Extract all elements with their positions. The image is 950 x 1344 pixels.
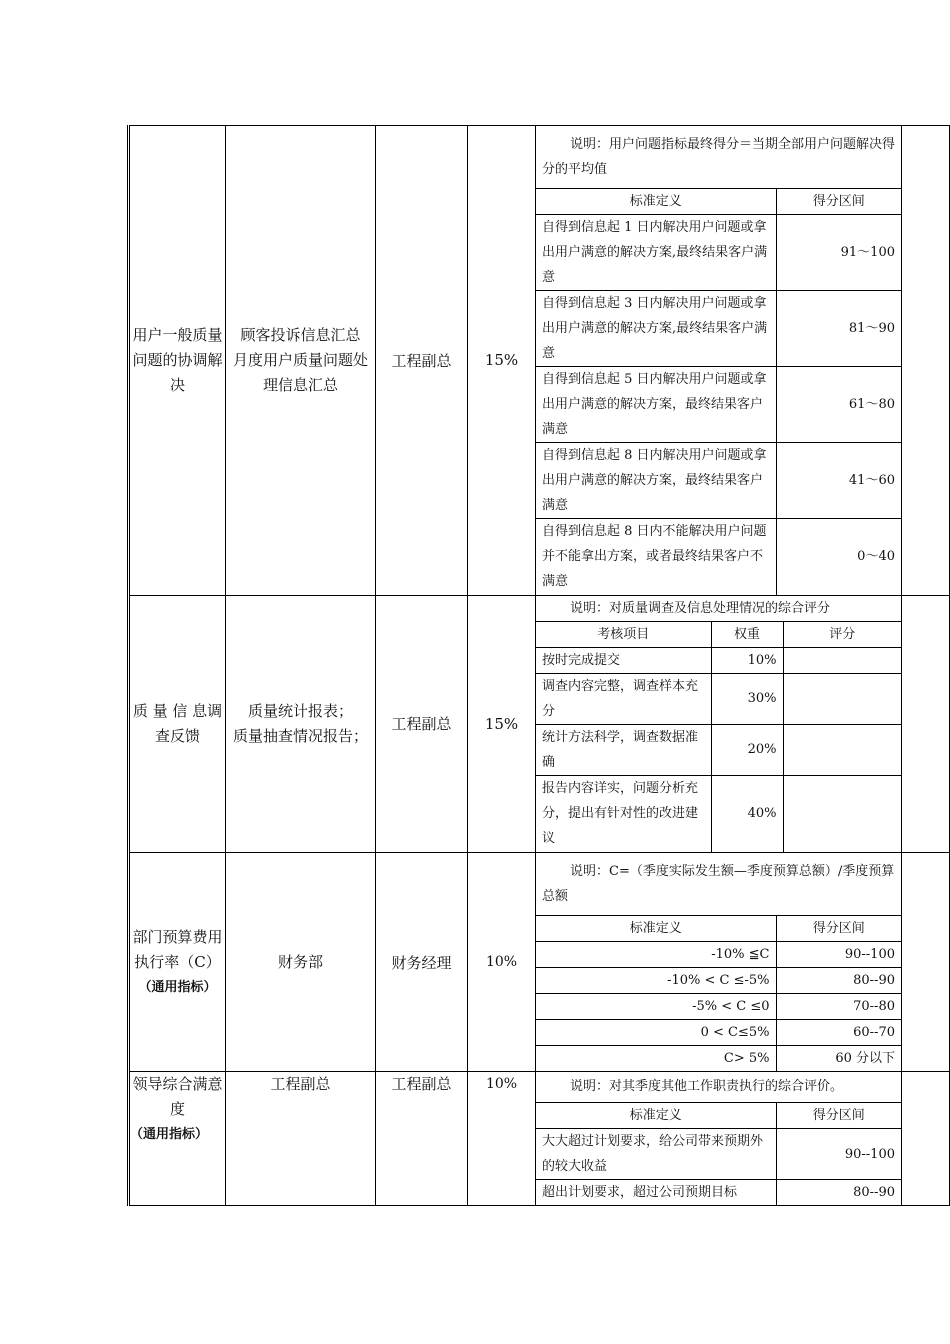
criterion-definition: 报告内容详实，问题分析充分，提出有针对性的改进建议 bbox=[536, 775, 711, 852]
criterion-definition: 大大超过计划要求，给公司带来预期外的较大收益 bbox=[536, 1129, 776, 1180]
kpi-item-name: 领导综合满意度 bbox=[132, 1075, 223, 1118]
data-source-cell bbox=[226, 1072, 376, 1206]
assessor-cell: 工程副总 bbox=[376, 595, 468, 853]
criterion-definition: C> 5% bbox=[536, 1046, 776, 1072]
weight-cell: 10% bbox=[468, 853, 536, 1072]
data-source-line: 顾客投诉信息汇总 bbox=[240, 325, 361, 344]
table-row bbox=[129, 595, 950, 853]
general-indicator-tag: （通用指标） bbox=[138, 979, 217, 995]
criterion-definition: 自得到信息起 5 日内解决用户问题或拿出用户满意的解决方案，最终结果客户满意 bbox=[536, 367, 776, 443]
criterion-definition: -10% ≦C bbox=[536, 942, 776, 968]
criterion-definition: 自得到信息起 8 日内解决用户问题或拿出用户满意的解决方案，最终结果客户满意 bbox=[536, 443, 776, 519]
data-source-cell bbox=[226, 126, 376, 596]
criterion-score bbox=[783, 673, 901, 724]
column-header: 标准定义 bbox=[536, 916, 776, 942]
score-range: 60--70 bbox=[776, 1020, 901, 1046]
table-row bbox=[129, 853, 950, 1072]
score-range: 60 分以下 bbox=[776, 1046, 901, 1072]
kpi-table bbox=[127, 125, 950, 1206]
criterion-weight: 20% bbox=[711, 724, 783, 775]
criterion-definition: -5% < C ≤0 bbox=[536, 994, 776, 1020]
criterion-definition: 超出计划要求，超过公司预期目标 bbox=[536, 1180, 776, 1206]
weight-cell: 15% bbox=[468, 126, 536, 596]
criterion-definition: 自得到信息起 3 日内解决用户问题或拿出用户满意的解决方案,最终结果客户满意 bbox=[536, 291, 776, 367]
empty-cell bbox=[902, 853, 950, 1072]
kpi-item-name: 用户一般质量问题的协调解决 bbox=[132, 325, 223, 394]
criterion-definition: 自得到信息起 1 日内解决用户问题或拿出用户满意的解决方案,最终结果客户满意 bbox=[536, 215, 776, 291]
scoring-subtable bbox=[536, 1072, 901, 1205]
criterion-definition: 自得到信息起 8 日内不能解决用户问题并不能拿出方案，或者最终结果客户不满意 bbox=[536, 519, 776, 595]
criterion-definition: 按时完成提交 bbox=[536, 647, 711, 673]
score-range: 81～90 bbox=[776, 291, 901, 367]
data-source-line: 质量抽查情况报告； bbox=[232, 726, 368, 745]
criterion-definition: 统计方法科学，调查数据准确 bbox=[536, 724, 711, 775]
scoring-subtable bbox=[536, 853, 901, 1071]
data-source-line: 财务部 bbox=[277, 952, 323, 971]
criterion-score bbox=[783, 775, 901, 852]
scoring-note: 说明：用户问题指标最终得分＝当期全部用户问题解决得分的平均值 bbox=[536, 126, 901, 189]
criterion-definition: 调查内容完整，调查样本充分 bbox=[536, 673, 711, 724]
data-source-line: 质量统计报表； bbox=[247, 701, 353, 720]
column-header: 评分 bbox=[783, 621, 901, 647]
empty-cell bbox=[902, 595, 950, 853]
criterion-weight: 40% bbox=[711, 775, 783, 852]
general-indicator-tag: （通用指标） bbox=[130, 1127, 209, 1142]
score-range: 41～60 bbox=[776, 443, 901, 519]
kpi-item-cell bbox=[129, 595, 226, 853]
criterion-score bbox=[783, 647, 901, 673]
scoring-subtable bbox=[536, 596, 901, 853]
score-range: 80--90 bbox=[776, 1180, 901, 1206]
column-header: 标准定义 bbox=[536, 189, 776, 215]
data-source-line: 工程副总 bbox=[270, 1075, 331, 1093]
data-source-cell bbox=[226, 853, 376, 1072]
criterion-definition: -10% < C ≤-5% bbox=[536, 968, 776, 994]
table-row bbox=[129, 1072, 950, 1206]
scoring-cell bbox=[536, 595, 902, 853]
score-range: 80--90 bbox=[776, 968, 901, 994]
column-header: 得分区间 bbox=[776, 1103, 901, 1129]
weight-cell: 10% bbox=[468, 1072, 536, 1206]
scoring-cell bbox=[536, 853, 902, 1072]
score-range: 0～40 bbox=[776, 519, 901, 595]
column-header: 得分区间 bbox=[776, 916, 901, 942]
criterion-weight: 10% bbox=[711, 647, 783, 673]
kpi-item-name: 部门预算费用执行率（C） bbox=[132, 927, 223, 971]
column-header: 得分区间 bbox=[776, 189, 901, 215]
kpi-item-name: 质 量 信 息调查反馈 bbox=[132, 701, 223, 745]
score-range: 91～100 bbox=[776, 215, 901, 291]
empty-cell bbox=[902, 126, 950, 596]
weight-cell: 15% bbox=[468, 595, 536, 853]
kpi-item-cell bbox=[129, 853, 226, 1072]
criterion-score bbox=[783, 724, 901, 775]
assessor-cell: 财务经理 bbox=[376, 853, 468, 1072]
kpi-item-cell bbox=[129, 1072, 226, 1206]
scoring-note: 说明：C=（季度实际发生额—季度预算总额）/季度预算总额 bbox=[536, 853, 901, 916]
empty-cell bbox=[902, 1072, 950, 1206]
column-header: 标准定义 bbox=[536, 1103, 776, 1129]
data-source-line: 月度用户质量问题处理信息汇总 bbox=[232, 350, 368, 394]
column-header: 权重 bbox=[711, 621, 783, 647]
assessor-cell: 工程副总 bbox=[376, 1072, 468, 1206]
score-range: 90--100 bbox=[776, 1129, 901, 1180]
scoring-note: 说明：对质量调查及信息处理情况的综合评分 bbox=[536, 596, 901, 622]
scoring-subtable bbox=[536, 126, 901, 595]
scoring-note: 说明：对其季度其他工作职责执行的综合评价。 bbox=[536, 1072, 901, 1103]
table-row bbox=[129, 126, 950, 596]
score-range: 70--80 bbox=[776, 994, 901, 1020]
kpi-item-cell bbox=[129, 126, 226, 596]
scoring-cell bbox=[536, 126, 902, 596]
column-header: 考核项目 bbox=[536, 621, 711, 647]
criterion-weight: 30% bbox=[711, 673, 783, 724]
data-source-cell bbox=[226, 595, 376, 853]
score-range: 90--100 bbox=[776, 942, 901, 968]
scoring-cell bbox=[536, 1072, 902, 1206]
assessor-cell: 工程副总 bbox=[376, 126, 468, 596]
criterion-definition: 0 < C≤5% bbox=[536, 1020, 776, 1046]
score-range: 61～80 bbox=[776, 367, 901, 443]
